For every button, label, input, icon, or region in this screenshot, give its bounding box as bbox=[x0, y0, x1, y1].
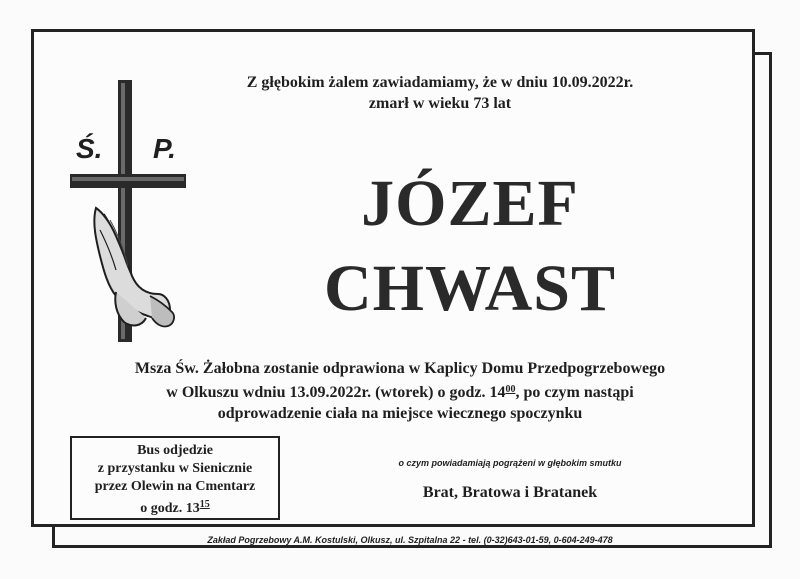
bus-time-minutes: 15 bbox=[199, 499, 210, 510]
mass-line-2-end: , po czym nastąpi bbox=[515, 384, 634, 401]
mass-info bbox=[60, 358, 740, 424]
funeral-home-footer: Zakład Pogrzebowy A.M. Kostulski, Olkusz, ul. Szpitalna 22 - tel. (0-32)643-01-59, 0-604-249-478 bbox=[207, 535, 613, 545]
mourners-names: Brat, Bratowa i Bratanek bbox=[422, 484, 598, 501]
deceased-last-name: CHWAST bbox=[323, 252, 617, 325]
bus-time-text: o godz. 13 bbox=[140, 501, 200, 516]
mourners-intro: o czym powiadamiają pogrążeni w głębokim smutku bbox=[398, 458, 622, 468]
mass-time-text: w Olkuszu wdniu 13.09.2022r. (wtorek) o godz. 14 bbox=[166, 384, 506, 401]
praying-hands-icon bbox=[94, 208, 174, 327]
mass-line-1: Msza Św. Żałobna zostanie odprawiona w Kaplicy Domu Przedpogrzebowego bbox=[134, 360, 666, 377]
bus-line-4 bbox=[72, 496, 278, 518]
bus-info-box bbox=[70, 436, 280, 520]
bus-line-2: z przystanku w Sienicznie bbox=[97, 461, 253, 476]
bus-line-1: Bus odjedzie bbox=[137, 443, 213, 458]
sp-letter-p: P. bbox=[153, 133, 176, 164]
mass-line-2 bbox=[60, 379, 740, 403]
announcement-header bbox=[150, 72, 730, 114]
mass-line-3: odprowadzenie ciała na miejsce wiecznego spoczynku bbox=[217, 405, 583, 422]
bus-line-3: przez Olewin na Cmentarz bbox=[94, 479, 256, 494]
deceased-first-name: JÓZEF bbox=[361, 167, 579, 240]
cross-icon bbox=[66, 80, 186, 350]
sp-letter-s: Ś. bbox=[76, 133, 103, 164]
mass-time-minutes: 00 bbox=[505, 384, 516, 395]
announcement-line-1: Z głębokim żalem zawiadamiamy, że w dniu 10.09.2022r. bbox=[246, 74, 634, 91]
announcement-line-2: zmarł w wieku 73 lat bbox=[368, 95, 512, 112]
